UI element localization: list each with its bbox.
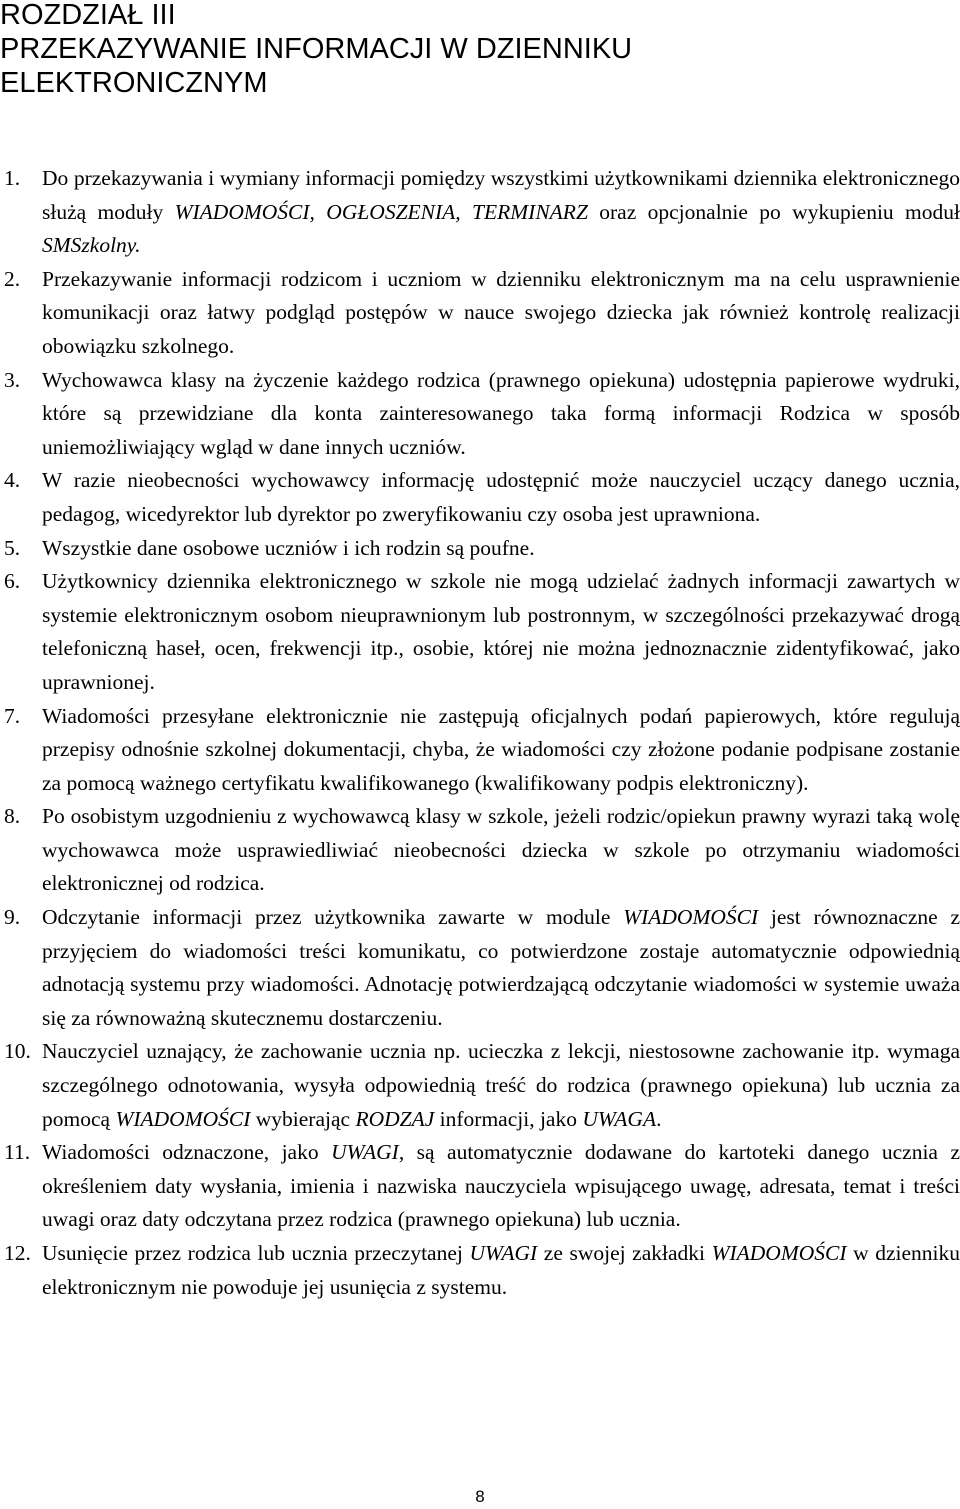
item-number: 6.: [4, 569, 21, 594]
item-text: Wszystkie dane osobowe uczniów i ich rodzin są poufne.: [42, 535, 535, 560]
item-text: Usunięcie przez rodzica lub ucznia przeczytanej: [42, 1241, 470, 1265]
list-item: [0, 263, 960, 364]
item-italic-text: WIADOMOŚCI, OGŁOSZENIA, TERMINARZ: [174, 199, 588, 224]
item-number: 7.: [4, 703, 21, 728]
list-item: [0, 1136, 960, 1237]
item-number: 1.: [4, 166, 21, 190]
list-item: [0, 532, 960, 566]
item-text: W razie nieobecności wychowawcy informację udostępnić może nauczyciel uczący danego ucznia, pedagog, wicedyrektor lub dyrektor po zweryfikowaniu czy osoba jest uprawniona.: [42, 468, 960, 526]
list-item: [0, 800, 960, 901]
item-text: w dzienniku elektronicznym nie powoduje jej usunięcia z systemu.: [42, 1241, 960, 1299]
item-text: jest równoznaczne z przyjęciem do wiadomości treści komunikatu, co potwierdzone zostaje automatycznie odpowiednią adnotacją systemu przy wiadomości. Adnotację potwierdzającą odczytanie wiadomości w systemie uważa się za równoważną skutecznemu dostarczeniu.: [42, 905, 960, 1030]
item-number: 5.: [4, 535, 21, 560]
regulation-list: [0, 162, 960, 1304]
item-text: Użytkownicy dziennika elektronicznego w szkole nie mogą udzielać żadnych informacji zawartych w systemie elektronicznym osobom nieuprawnionym lub postronnym, w szczególności przekazywać drogą telefoniczną haseł, ocen, frekwencji itp., osobie, której nie można jednoznacznie zidentyfikować, jako uprawnionej.: [42, 569, 960, 694]
item-text: Wiadomości odznaczone, jako: [42, 1140, 332, 1165]
item-number: 8.: [4, 804, 21, 829]
item-number: 9.: [4, 905, 21, 930]
item-text: ze swojej zakładki: [537, 1241, 712, 1265]
item-text: oraz opcjonalnie po wykupieniu moduł: [587, 199, 960, 224]
list-item: [0, 1237, 960, 1304]
item-italic-text: SMSzkolny.: [42, 233, 141, 258]
item-text: .: [656, 1106, 662, 1131]
item-text: informacji, jako: [434, 1106, 583, 1131]
item-text: Wiadomości przesyłane elektronicznie nie zastępują oficjalnych podań papierowych, które regulują przepisy odnośnie szkolnej dokumentacji, chyba, że wiadomości czy złożone podanie podpisane zostanie za pomocą ważnego certyfikatu kwalifikowanego (kwalifikowany podpis elektroniczny).: [42, 703, 960, 795]
item-text: , są automatycznie dodawane do kartoteki danego ucznia z określeniem daty wysłania, imienia i nazwiska nauczyciela wpisującego uwagę, adresata, temat i treści uwagi oraz daty odczytana przez rodzica (prawnego opiekuna) lub ucznia.: [42, 1140, 960, 1232]
chapter-title-line2: PRZEKAZYWANIE INFORMACJI W DZIENNIKU: [0, 33, 633, 65]
item-number: 4.: [4, 468, 21, 493]
item-italic-text: RODZAJ: [355, 1106, 435, 1131]
list-item: [0, 162, 960, 263]
chapter-title-line3: ELEKTRONICZNYM: [0, 67, 268, 99]
list-item: [0, 464, 960, 531]
item-number: 2.: [4, 266, 21, 291]
item-italic-text: UWAGI: [331, 1140, 399, 1165]
list-item: [0, 1035, 960, 1136]
list-item: [0, 901, 960, 1035]
item-number: 3.: [4, 367, 21, 392]
item-italic-text: UWAGA: [582, 1106, 657, 1131]
item-text: Odczytanie informacji przez użytkownika zawarte w module: [42, 905, 624, 930]
item-italic-text: WIADOMOŚCI: [623, 905, 759, 930]
chapter-title-line1: ROZDZIAŁ III: [0, 0, 176, 31]
item-text: Do przekazywania i wymiany informacji pomiędzy wszystkimi użytkownikami dziennika elektronicznego służą moduły: [42, 166, 960, 224]
item-italic-text: WIADOMOŚCI: [115, 1106, 251, 1131]
item-italic-text: UWAGI: [469, 1241, 538, 1265]
item-italic-text: WIADOMOŚCI: [711, 1241, 847, 1265]
item-number: 11.: [4, 1140, 31, 1165]
item-text: Wychowawca klasy na życzenie każdego rodzica (prawnego opiekuna) udostępnia papierowe wydruki, które są przewidziane dla konta zainteresowanego taka formą informacji Rodzica w sposób uniemożliwiający wgląd w dane innych uczniów.: [42, 367, 960, 459]
list-item: [0, 364, 960, 465]
item-number: 10.: [4, 1039, 31, 1064]
item-text: Po osobistym uzgodnieniu z wychowawcą klasy w szkole, jeżeli rodzic/opiekun prawny wyrazi taką wolę wychowawca może usprawiedliwiać nieobecności dziecka w szkole po otrzymaniu wiadomości elektronicznej od rodzica.: [42, 804, 960, 896]
item-text: wybierając: [250, 1106, 356, 1131]
list-item: [0, 700, 960, 801]
page-number: 8: [475, 1487, 485, 1506]
chapter-heading: [0, 0, 632, 100]
list-item: [0, 565, 960, 699]
item-text: Przekazywanie informacji rodzicom i uczniom w dzienniku elektronicznym ma na celu usprawnienie komunikacji oraz łatwy podgląd postępów w nauce swojego dziecka jak również kontrolę realizacji obowiązku szkolnego.: [42, 266, 960, 358]
item-number: 12.: [4, 1241, 31, 1265]
item-text: Nauczyciel uznający, że zachowanie ucznia np. ucieczka z lekcji, niestosowne zachowanie itp. wymaga szczególnego odnotowania, wysyła odpowiednią treść do rodzica (prawnego opiekuna) lub ucznia za pomocą: [42, 1039, 960, 1131]
